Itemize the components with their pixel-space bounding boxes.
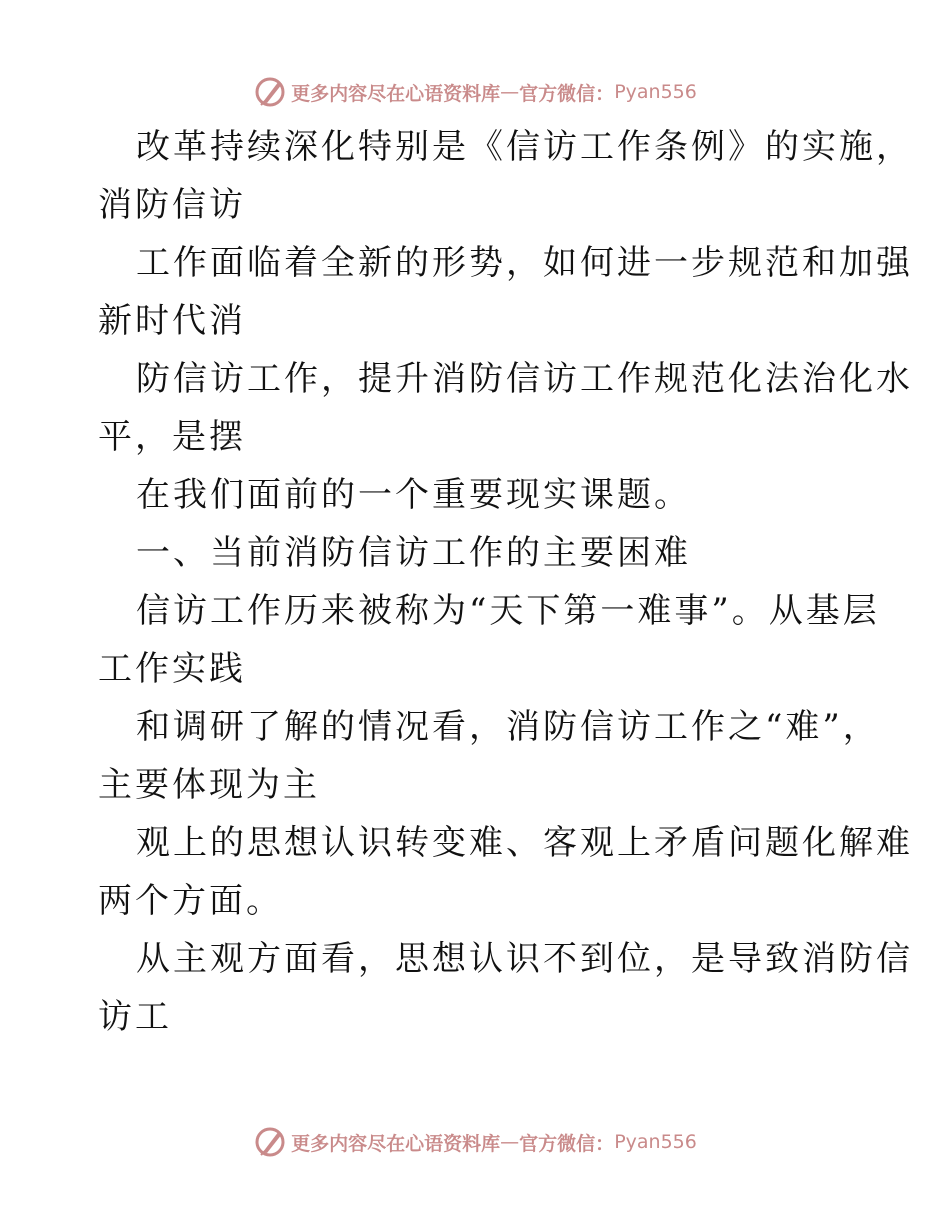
body-line: 主要体现为主 — [98, 765, 320, 805]
section-heading: 一、当前消防信访工作的主要困难 — [136, 533, 691, 573]
header-banner — [0, 72, 950, 112]
body-line: 平，是摆 — [98, 417, 246, 457]
document-body — [98, 118, 913, 1046]
banner-dash: — — [500, 1131, 520, 1153]
footer-banner — [0, 1122, 950, 1162]
banner-wechat-id: Pyan556 — [614, 1131, 697, 1153]
banner-site-text: 更多内容尽在心语资料库 — [291, 1132, 501, 1155]
body-line: 观上的思想认识转变难、客观上矛盾问题化解难 — [136, 823, 913, 863]
banner-wechat-id: Pyan556 — [614, 81, 697, 103]
body-line: 工作面临着全新的形势，如何进一步规范和加强 — [136, 243, 913, 283]
body-line: 从主观方面看，思想认识不到位，是导致消防信 — [136, 939, 913, 979]
banner-dash: — — [500, 81, 520, 103]
body-line: 防信访工作，提升消防信访工作规范化法治化水 — [136, 359, 913, 399]
body-line: 工作实践 — [98, 649, 246, 689]
body-line: 信访工作历来被称为“天下第一难事”。从基层 — [136, 591, 880, 631]
quill-logo-icon — [253, 1125, 287, 1159]
body-line: 和调研了解的情况看，消防信访工作之“难”， — [136, 707, 880, 747]
banner-site-text: 更多内容尽在心语资料库 — [291, 82, 501, 105]
quill-logo-icon — [253, 75, 287, 109]
body-line: 在我们面前的一个重要现实课题。 — [136, 475, 691, 515]
body-line: 访工 — [98, 997, 172, 1037]
body-line: 新时代消 — [98, 301, 246, 341]
body-line: 消防信访 — [98, 185, 246, 225]
body-line: 两个方面。 — [98, 881, 283, 921]
banner-contact-text: 官方微信： — [519, 82, 615, 105]
banner-contact-text: 官方微信： — [519, 1132, 615, 1155]
body-line: 改革持续深化特别是《信访工作条例》的实施， — [136, 127, 913, 167]
